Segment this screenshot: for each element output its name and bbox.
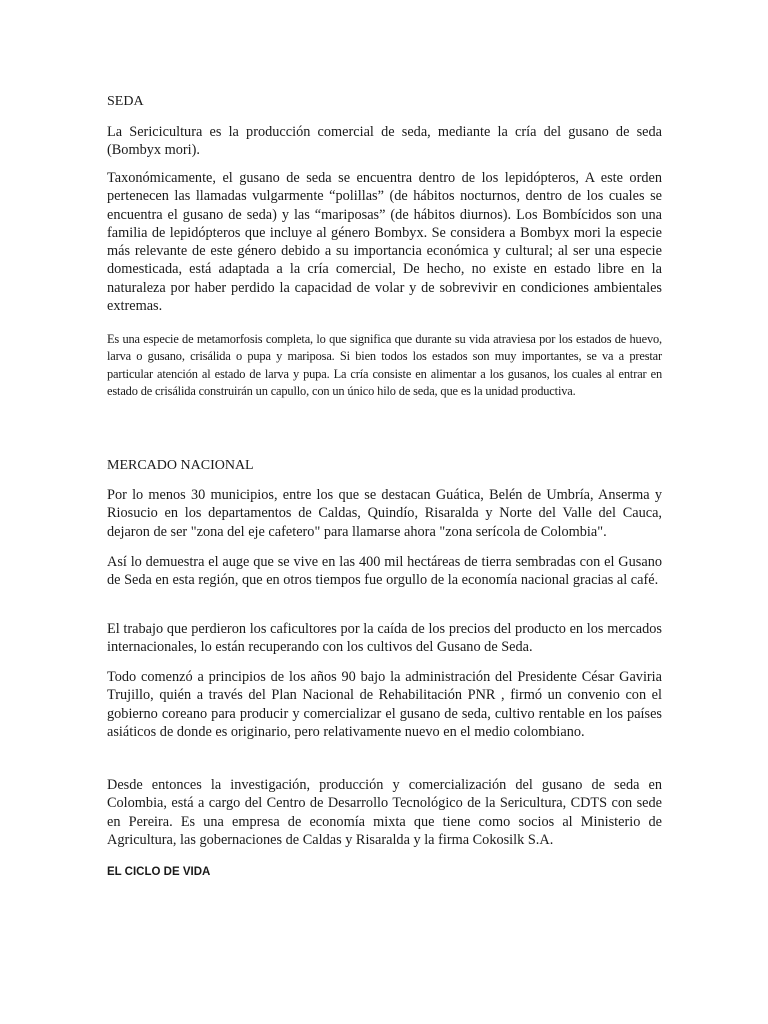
market-paragraph-cdts: Desde entonces la investigación, producción y comercialización del gusano de seda en Colombia, está a cargo del Centro de Desarrollo Tecnológico de la Sericultura, CDTS con sede en Pereira. Es una empresa de economía mixta que tiene como socios al Ministerio de Agricultura, las gobernaciones de Caldas y Risaralda y la firma Cokosilk S.A.	[107, 777, 662, 848]
market-paragraph-hectares: Así lo demuestra el auge que se vive en las 400 mil hectáreas de tierra sembradas con el Gusano de Seda en esta región, que en otros tiempos fue orgullo de la economía nacional gracias al café.	[107, 554, 662, 589]
document-title: SEDA	[107, 94, 144, 109]
intro-paragraph-sericulture: La Sericicultura es la producción comercial de seda, mediante la cría del gusano de seda (Bombyx mori).	[107, 124, 662, 159]
intro-paragraph-metamorphosis: Es una especie de metamorfosis completa, lo que significa que durante su vida atraviesa por los estados de huevo, larva o gusano, crisálida o pupa y mariposa. Si bien todos los estados son muy importantes, se va a prestar particular atención al estado de larva y pupa. La cría consiste en alimentar a los gusanos, los cuales al entrar en estado de crisálida construirán un capullo, con un único hilo de seda, que es la unidad productiva.	[107, 332, 662, 398]
market-paragraph-municipalities: Por lo menos 30 municipios, entre los que se destacan Guática, Belén de Umbría, Anserma y Riosucio en los departamentos de Caldas, Quindío, Risaralda y Norte del Valle del Cauca, dejaron de ser "zona del eje cafetero" para llamarse ahora "zona serícola de Colombia".	[107, 487, 662, 540]
intro-paragraph-taxonomy: Taxonómicamente, el gusano de seda se encuentra dentro de los lepidópteros, A este orden pertenecen las llamadas vulgarmente “polillas” (de hábitos nocturnos, dentro de los cuales se encuentra el gusano de seda) y las “mariposas” (de hábitos diurnos). Los Bombícidos son una familia de lepidópteros que incluye al género Bombyx. Se considera a Bombyx mori la especie más relevante de este género debido a su importancia económica y cultural; al ser una especie domesticada, está adaptada a la cría comercial, De hecho, no existe en estado libre en la naturaleza por haber perdido la capacidad de volar y de sobrevivir en condiciones ambientales extremas.	[107, 170, 662, 315]
section-heading-national-market: MERCADO NACIONAL	[107, 458, 254, 473]
section-heading-life-cycle: EL CICLO DE VIDA	[107, 866, 211, 878]
market-paragraph-origins: Todo comenzó a principios de los años 90 bajo la administración del Presidente César Gaviria Trujillo, quién a través del Plan Nacional de Rehabilitación PNR , firmó un convenio con el gobierno coreano para producir y comercializar el gusano de seda, cultivo rentable en los países asiáticos de donde es originario, pero relativamente nuevo en el medio colombiano.	[107, 669, 662, 740]
market-paragraph-coffee-growers: El trabajo que perdieron los caficultores por la caída de los precios del producto en los mercados internacionales, lo están recuperando con los cultivos del Gusano de Seda.	[107, 621, 662, 656]
document-page	[107, 0, 662, 1024]
